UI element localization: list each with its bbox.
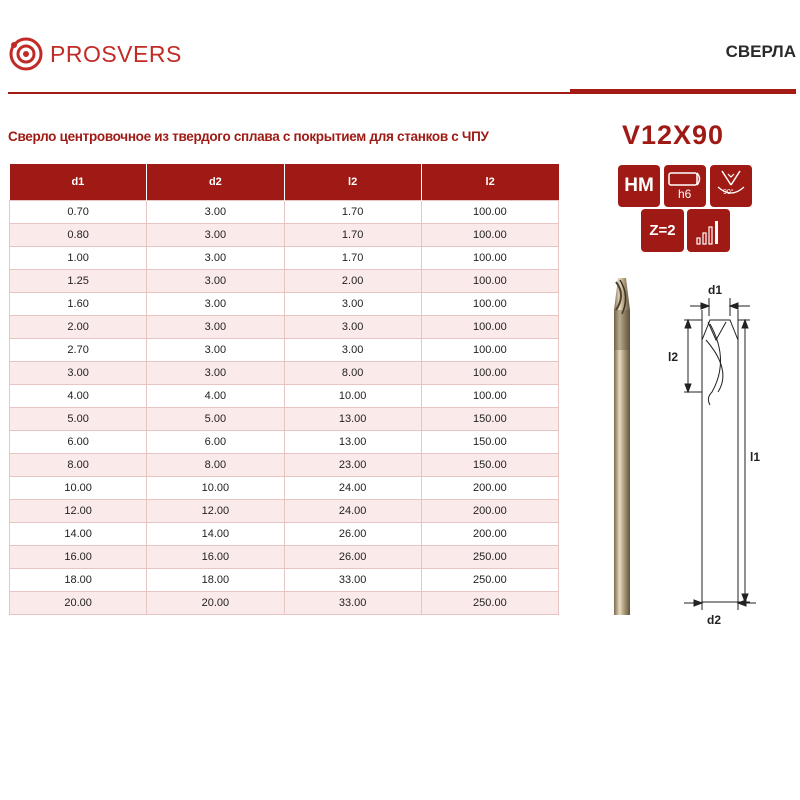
product-model: V12X90	[621, 120, 725, 150]
table-row	[10, 362, 559, 385]
header-divider-accent	[570, 89, 796, 94]
table-row	[10, 247, 559, 270]
table-header-row	[10, 164, 559, 201]
table-cell: 3.00	[147, 224, 284, 247]
table-cell: 200.00	[421, 523, 558, 546]
drill-photo	[596, 270, 646, 620]
table-cell: 13.00	[284, 431, 421, 454]
table-row	[10, 408, 559, 431]
table-cell: 4.00	[10, 385, 147, 408]
table-cell: 3.00	[147, 339, 284, 362]
table-cell: 1.70	[284, 224, 421, 247]
table-cell: 1.70	[284, 247, 421, 270]
table-cell: 3.00	[147, 316, 284, 339]
table-cell: 100.00	[421, 316, 558, 339]
table-cell: 200.00	[421, 500, 558, 523]
table-cell: 12.00	[10, 500, 147, 523]
table-cell: 23.00	[284, 454, 421, 477]
table-cell: 8.00	[284, 362, 421, 385]
table-cell: 100.00	[421, 362, 558, 385]
table-cell: 5.00	[10, 408, 147, 431]
brand-logo	[8, 36, 182, 72]
dimension-label-l1: l1	[750, 450, 761, 464]
table-cell: 100.00	[421, 293, 558, 316]
table-row	[10, 477, 559, 500]
dimension-label-l2: l2	[668, 350, 679, 364]
table-row	[10, 385, 559, 408]
table-cell: 3.00	[284, 316, 421, 339]
table-cell: 33.00	[284, 592, 421, 615]
signal-badge	[687, 209, 730, 252]
table-cell: 2.70	[10, 339, 147, 362]
table-row	[10, 523, 559, 546]
table-cell: 33.00	[284, 569, 421, 592]
table-cell: 2.00	[10, 316, 147, 339]
table-cell: 14.00	[10, 523, 147, 546]
table-row	[10, 201, 559, 224]
table-cell: 16.00	[10, 546, 147, 569]
table-cell: 3.00	[147, 362, 284, 385]
table-cell: 150.00	[421, 408, 558, 431]
table-cell: 100.00	[421, 201, 558, 224]
table-cell: 5.00	[147, 408, 284, 431]
table-cell: 6.00	[147, 431, 284, 454]
table-row	[10, 431, 559, 454]
column-header: l2	[284, 164, 421, 201]
table-row	[10, 293, 559, 316]
table-cell: 1.70	[284, 201, 421, 224]
table-cell: 8.00	[147, 454, 284, 477]
column-header: d2	[147, 164, 284, 201]
table-cell: 3.00	[147, 247, 284, 270]
dimension-label-d2: d2	[707, 613, 722, 627]
table-cell: 26.00	[284, 546, 421, 569]
table-cell: 8.00	[10, 454, 147, 477]
table-cell: 26.00	[284, 523, 421, 546]
table-cell: 16.00	[147, 546, 284, 569]
table-row	[10, 224, 559, 247]
table-cell: 250.00	[421, 546, 558, 569]
table-cell: 10.00	[147, 477, 284, 500]
brand-name: PROSVERS	[50, 40, 182, 67]
table-cell: 12.00	[147, 500, 284, 523]
table-cell: 1.60	[10, 293, 147, 316]
table-cell: 10.00	[284, 385, 421, 408]
point-angle-icon	[710, 165, 752, 207]
table-cell: 3.00	[147, 201, 284, 224]
table-row	[10, 339, 559, 362]
table-cell: 2.00	[284, 270, 421, 293]
table-cell: 4.00	[147, 385, 284, 408]
signal-bars-icon	[687, 209, 730, 252]
table-cell: 10.00	[10, 477, 147, 500]
table-cell: 13.00	[284, 408, 421, 431]
flutes-label: Z=2	[649, 222, 676, 239]
section-title: СВЕРЛА	[725, 42, 796, 61]
table-cell: 100.00	[421, 385, 558, 408]
table-row	[10, 546, 559, 569]
table-row	[10, 592, 559, 615]
tolerance-label: h6	[678, 187, 692, 201]
table-cell: 18.00	[147, 569, 284, 592]
table-row	[10, 454, 559, 477]
product-description: Сверло центровочное из твердого сплава с покрытием для станков с ЧПУ	[8, 129, 489, 144]
table-cell: 0.70	[10, 201, 147, 224]
angle-label: 90°	[723, 189, 734, 196]
table-row	[10, 270, 559, 293]
table-cell: 200.00	[421, 477, 558, 500]
table-cell: 3.00	[284, 339, 421, 362]
table-cell: 20.00	[10, 592, 147, 615]
column-header: d1	[10, 164, 147, 201]
table-cell: 3.00	[10, 362, 147, 385]
material-badge	[618, 165, 660, 207]
table-cell: 250.00	[421, 592, 558, 615]
table-cell: 100.00	[421, 224, 558, 247]
table-row	[10, 500, 559, 523]
dimension-label-d1: d1	[708, 283, 723, 297]
table-cell: 250.00	[421, 569, 558, 592]
table-cell: 3.00	[147, 270, 284, 293]
table-row	[10, 569, 559, 592]
table-cell: 3.00	[284, 293, 421, 316]
material-label: HM	[624, 175, 654, 196]
table-cell: 150.00	[421, 454, 558, 477]
table-cell: 3.00	[147, 293, 284, 316]
table-cell: 20.00	[147, 592, 284, 615]
table-body	[10, 201, 559, 615]
table-cell: 100.00	[421, 339, 558, 362]
table-cell: 24.00	[284, 477, 421, 500]
logo-atom-icon	[8, 36, 44, 72]
table-cell: 150.00	[421, 431, 558, 454]
header-divider	[8, 92, 570, 94]
point-angle-badge	[710, 165, 752, 207]
spec-table	[9, 164, 559, 615]
table-cell: 24.00	[284, 500, 421, 523]
table-row	[10, 316, 559, 339]
table-cell: 100.00	[421, 247, 558, 270]
table-cell: 1.25	[10, 270, 147, 293]
table-cell: 6.00	[10, 431, 147, 454]
flutes-badge	[641, 209, 684, 252]
table-cell: 14.00	[147, 523, 284, 546]
table-cell: 100.00	[421, 270, 558, 293]
table-cell: 18.00	[10, 569, 147, 592]
table-cell: 0.80	[10, 224, 147, 247]
column-header: l2	[421, 164, 558, 201]
tolerance-badge	[664, 165, 706, 207]
table-cell: 1.00	[10, 247, 147, 270]
